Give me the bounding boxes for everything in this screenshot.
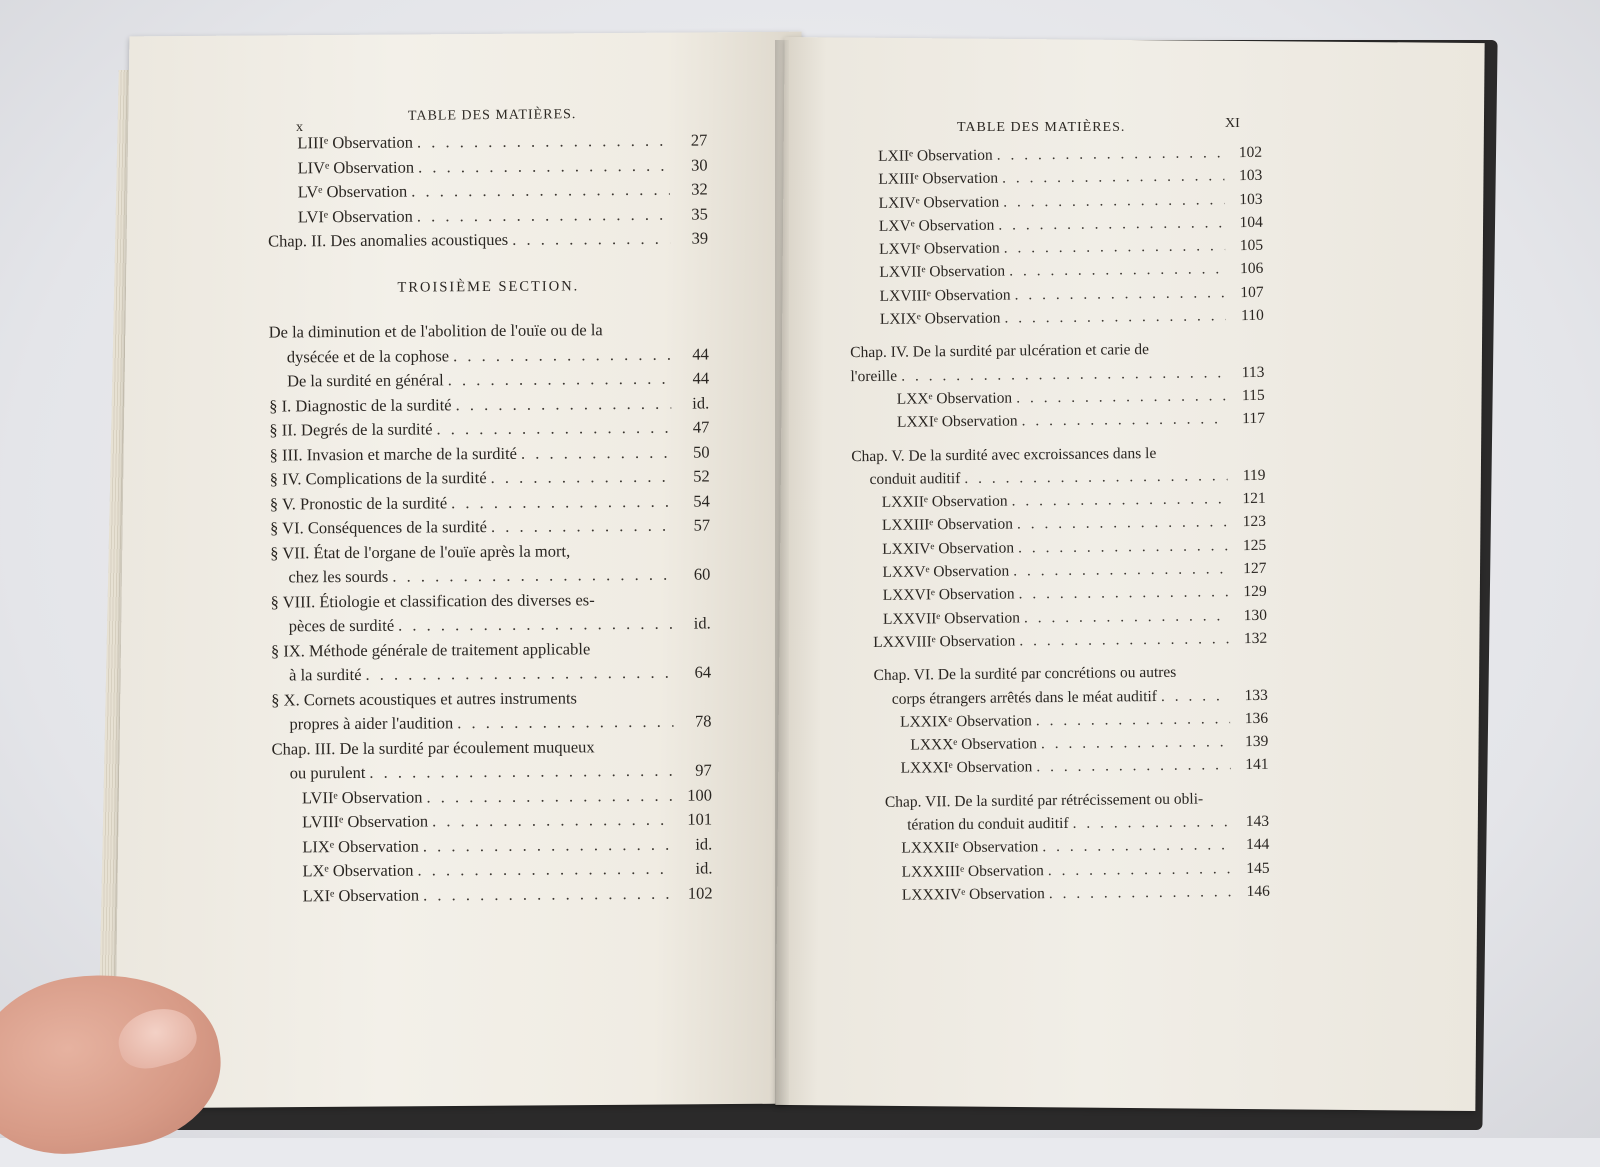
toc-entry: LXVIIIᵉ Observation . . . 107	[849, 281, 1263, 309]
left-running-head: TABLE DES MATIÈRES.	[407, 107, 577, 124]
toc-entry-chapter: Chap. VII. De la surdité par rétrécissement ou obli-	[884, 790, 1204, 811]
right-toc	[848, 141, 1270, 907]
toc-entry: De la surdité en général . . . 44	[269, 366, 709, 394]
toc-entry: § I. Diagnostic de la surdité . . . id.	[269, 391, 709, 419]
book-gutter	[775, 40, 789, 1106]
toc-entry: LXVIIᵉ Observation . . . 106	[849, 257, 1263, 285]
toc-entry: conduit auditif . . . 119	[851, 464, 1265, 492]
toc-entry: LXXᵉ Observation . . . 115	[851, 384, 1265, 412]
toc-entry: § IX. Méthode générale de traitement applicable	[270, 638, 591, 661]
toc-entry: § X. Cornets acoustiques et autres instruments	[271, 687, 577, 710]
toc-entry: § V. Pronostic de la surdité . . . 54	[270, 489, 710, 517]
toc-entry: § II. Degrés de la surdité . . . 47	[269, 415, 709, 443]
toc-entry: propres à aider l'audition . . . 78	[271, 709, 711, 737]
toc-entry: LXXXIIIᵉ Observation . . . 145	[856, 856, 1270, 884]
toc-entry: pèces de surdité . . . id.	[271, 611, 711, 639]
toc-entry: LXXXIIᵉ Observation . . . 144	[855, 833, 1269, 861]
toc-entry: LXIIᵉ Observation . . . 102	[848, 141, 1262, 169]
right-running-head: TABLE DES MATIÈRES.	[957, 120, 1126, 135]
right-folio: XI	[1225, 116, 1240, 131]
toc-entry: LXXIIIᵉ Observation . . . 123	[852, 510, 1266, 538]
toc-entry: LXXIIᵉ Observation . . . 121	[852, 487, 1266, 515]
toc-entry: § VII. État de l'organe de l'ouïe après la mort,	[270, 540, 571, 563]
toc-entry: LXᵉ Observation . . . id.	[272, 856, 712, 884]
toc-entry: § III. Invasion et marche de la surdité . . . 50	[269, 440, 709, 468]
toc-entry: LIVᵉ Observation . . . 30	[267, 153, 707, 181]
toc-entry: LXIIIᵉ Observation . . . 103	[848, 164, 1262, 192]
toc-entry: LXXXIVᵉ Observation . . . 146	[856, 880, 1270, 908]
toc-entry: chez les sourds . . . 60	[270, 562, 710, 590]
toc-entry: tération du conduit auditif . . . 143	[855, 810, 1269, 838]
toc-entry: LXVᵉ Observation . . . 104	[849, 211, 1263, 239]
toc-entry-chapter: Chap. III. De la surdité par écoulement muqueux	[271, 736, 595, 759]
toc-entry: LIXᵉ Observation . . . id.	[272, 832, 712, 860]
toc-entry: § VI. Conséquences de la surdité . . . 57	[270, 513, 710, 541]
toc-entry: LXIᵉ Observation . . . 102	[273, 881, 713, 909]
toc-entry: LXXVIIIᵉ Observation . . . 132	[853, 627, 1267, 655]
toc-entry: corps étrangers arrêtés dans le méat auditif . . . 133	[854, 683, 1268, 711]
toc-entry: De la diminution et de l'abolition de l'ouïe ou de la	[268, 320, 603, 342]
toc-entry-chapter: Chap. IV. De la surdité par ulcération et carie de	[850, 341, 1150, 362]
section-title: TROISIÈME SECTION.	[397, 277, 580, 296]
left-toc	[267, 128, 712, 908]
toc-entry-chapter: Chap. VI. De la surdité par concrétions ou autres	[873, 664, 1177, 685]
toc-entry: LXXVIIᵉ Observation . . . 130	[853, 603, 1267, 631]
toc-entry: LXIVᵉ Observation . . . 103	[849, 187, 1263, 215]
toc-entry: LXIXᵉ Observation . . . 110	[850, 304, 1264, 332]
toc-entry-chapter: Chap. II. Des anomalies acoustiques . . . 39	[268, 226, 708, 254]
toc-entry: LXXVIᵉ Observation . . . 129	[853, 580, 1267, 608]
toc-entry: LXXXᵉ Observation . . . 139	[854, 730, 1268, 758]
toc-entry: LVIᵉ Observation . . . 35	[268, 202, 708, 230]
toc-entry: LXXVᵉ Observation . . . 127	[852, 557, 1266, 585]
toc-entry: LXXIXᵉ Observation . . . 136	[854, 707, 1268, 735]
toc-entry: l'oreille . . . 113	[850, 361, 1264, 389]
toc-entry: à la surdité . . . 64	[271, 660, 711, 688]
toc-entry: LXVIᵉ Observation . . . 105	[849, 234, 1263, 262]
left-folio: x	[296, 120, 303, 135]
toc-entry: LVᵉ Observation . . . 32	[268, 177, 708, 205]
toc-entry: dysécée et de la cophose . . . 44	[269, 342, 709, 370]
toc-entry: LVIIᵉ Observation . . . 100	[272, 783, 712, 811]
toc-entry: LXXIVᵉ Observation . . . 125	[852, 534, 1266, 562]
toc-entry: § VIII. Étiologie et classification des diverses es-	[270, 589, 595, 612]
toc-entry: LVIIIᵉ Observation . . . 101	[272, 807, 712, 835]
toc-entry-chapter: Chap. V. De la surdité avec excroissances dans le	[851, 444, 1157, 465]
toc-entry: § IV. Complications de la surdité . . . 52	[270, 464, 710, 492]
toc-entry: LXXXIᵉ Observation . . . 141	[854, 753, 1268, 781]
toc-entry: LXXIᵉ Observation . . . 117	[851, 407, 1265, 435]
toc-entry: LIIIᵉ Observation . . . 27	[267, 128, 707, 156]
toc-entry: ou purulent . . . 97	[272, 758, 712, 786]
